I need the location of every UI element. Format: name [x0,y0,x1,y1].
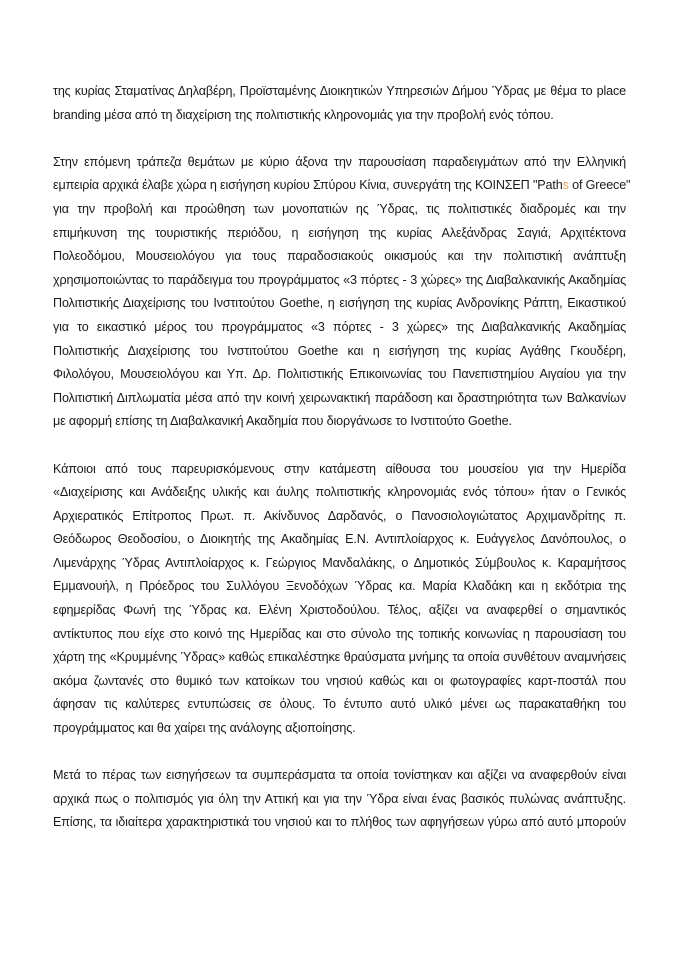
document-page [53,80,631,859]
text-line: της κυρίας Σταματίνας Δηλαβέρη, Προϊσταμένης Διοικητικών Υπηρεσιών Δήμου Ύδρας με θέμα το place [53,84,626,98]
text-line: Λιμενάρχης Ύδρας Αντιπλοίαρχος κ. Γεώργιος Μανδαλάκης, ο Δημοτικός Σύμβουλος κ. Καραμήτσος [53,555,626,570]
text-line: χρησιμοποιώντας το παράδειγμα του προγράμματος «3 πόρτες - 3 χώρες» της Διαβαλκανικής Ακαδημίας [53,272,626,287]
text-line: Πολιτιστικής Διαχείρισης του Ινστιτούτου Goethe και η εισήγηση της κυρίας Αγάθης Γκουδέρη, [53,343,626,358]
text-line: προγράμματος και θα χαίρει της ανάλογης αξιοποίησης. [53,721,356,736]
paragraph-greek-experience-presentations [53,151,631,434]
text-line: Επίσης, τα ιδιαίτερα χαρακτηριστικά του νησιού και το πλήθος των αφηγήσεων γύρω από αυτό μπορούν [53,815,626,830]
text-line: χάρτη της «Κρυμμένης Ύδρας» καθώς επικαλέστηκε θραύσματα μνήμης τα οποία συνθέτουν αναμνήσεις [53,650,626,665]
text-line: Πολιτιστική Διπλωματία μέσα από την κοινή χειρωνακτική παράδοση και δραστηριότητα των Βαλκανίων [53,390,626,405]
text-line: Πολιτιστικής Διαχείρισης του Ινστιτούτου Goethe, η εισήγηση της κυρίας Ανδρονίκης Ράπτη, Εικαστικού [53,296,626,311]
paragraph-place-branding [53,80,626,127]
text-line-paths-of-greece [53,174,631,198]
text-line: branding μέσα από τη διαχείριση της πολιτιστικής κληρονομιάς για την προβολή ενός τόπου. [53,107,554,122]
paragraph-attendees [53,458,626,741]
text-segment: εμπειρία αρχικά έλαβε χώρα η εισήγηση κυρίου Σπύρου Κίνια, συνεργάτη της ΚΟΙΝΣΕΠ "Path [53,178,563,193]
accent-char: s [562,178,569,193]
text-line: αρχικά πως ο πολιτισμός για όλη την Αττική και για την Ύδρα είναι ένας βασικός πυλώνας ανάπτυξης. [53,791,626,806]
text-line: Εμμανουήλ, η Πρόεδρος του Συλλόγου Ξενοδόχων Ύδρας κα. Μαρία Κλαδάκη και η εκδότρια της [53,579,626,594]
text-line: Μετά το πέρας των εισηγήσεων τα συμπεράσματα τα οποία τονίστηκαν και αξίζει να αναφερθούν είναι [53,768,626,783]
text-line: για το εικαστικό μέρος του προγράμματος «3 πόρτες - 3 χώρες» της Διαβαλκανικής Ακαδημίας [53,319,626,334]
text-line: Κάποιοι από τους παρευρισκόμενους στην κατάμεστη αίθουσα του μουσείου για την Ημερίδα [53,461,626,476]
text-line: αντίκτυπος που είχε στο κοινό της Ημερίδας και στο σύνολο της τοπικής κοινωνίας η παρουσίαση του [53,626,626,641]
text-line: ακόμα ζωντανές στο θυμικό των κατοίκων του νησιού καθώς και οι φωτογραφίες καρτ-ποστάλ που [53,673,626,688]
text-line: «Διαχείρισης και Ανάδειξης υλικής και άυλης πολιτιστικής κληρονομιάς ενός τόπου» ήταν ο Γενικός [53,485,626,500]
text-line: Θεόδωρος Θεοδοσίου, ο Διοικητής της Ακαδημίας Ε.Ν. Αντιπλοίαρχος κ. Ευάγγελος Δανόπουλος, ο [53,532,626,547]
text-line: Στην επόμενη τράπεζα θεμάτων με κύριο άξονα την παρουσίαση παραδειγμάτων από την Ελληνική [53,154,626,169]
text-line: για την προβολή και προώθηση των μονοπατιών ης Ύδρας, τις πολιτιστικές διαδρομές και την [53,201,626,216]
text-line: Πολεοδόμου, Μουσειολόγου για τους παραδοσιακούς οικισμούς και την πολιτιστική ανάπτυξη [53,249,626,264]
text-segment: of Greece" [568,178,631,193]
text-line: Φιλολόγου, Μουσειολόγου και Υπ. Δρ. Πολιτιστικής Επικοινωνίας του Πανεπιστημίου Αιγαίου για την [53,367,626,382]
paragraph-conclusions [53,764,626,835]
text-line: με αφορμή επίσης τη Διαβαλκανική Ακαδημία που διοργάνωσε το Ινστιτούτο Goethe. [53,414,512,429]
text-line: άφησαν τις καλύτερες εντυπώσεις σε όλους. Το έντυπο αυτό υλικό μένει ως παρακαταθήκη του [53,697,626,712]
text-line: επιμήκυνση της τουριστικής περιόδου, η εισήγηση της κυρίας Αλεξάνδρας Σαγιά, Αρχιτέκτονα [53,225,626,240]
text-line: εφημερίδας Φωνή της Ύδρας κα. Ελένη Χριστοδούλου. Τέλος, αξίζει να αναφερθεί ο σημαντικός [53,603,626,618]
text-line: Αρχιερατικός Επίτροπος Πρωτ. π. Ακίνδυνος Δαρδανός, ο Πανοσιολογιώτατος Αρχιμανδρίτης π. [53,508,626,523]
